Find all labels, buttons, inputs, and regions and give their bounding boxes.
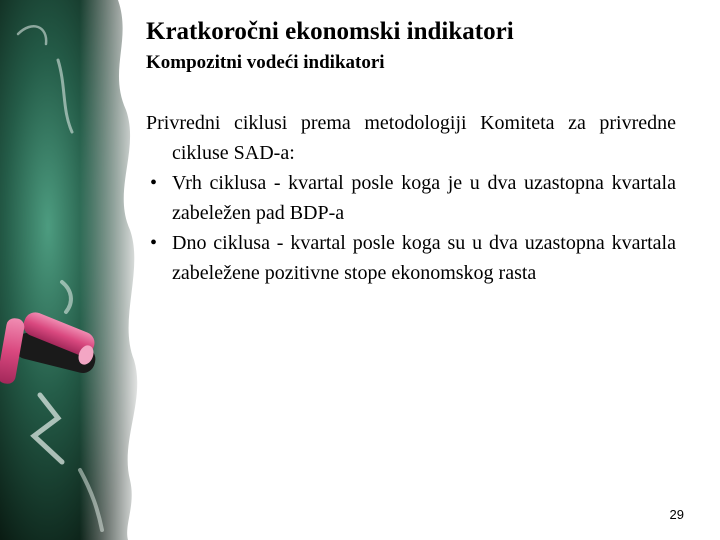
bullet-text: Vrh ciklusa - kvartal posle koga je u dva uzastopna kvartala zabeležen pad BDP-a (172, 172, 676, 224)
bullet-item-trough (146, 228, 676, 288)
bullet-item-peak (146, 168, 676, 228)
slide-title: Kratkoročni ekonomski indikatori (146, 18, 514, 45)
chalkboard-decoration-image (0, 0, 145, 540)
bullet-text: Dno ciklusa - kvartal posle koga su u dva uzastopna kvartala zabeležene pozitivne stope ekonomskog rasta (172, 232, 676, 284)
bullet-marker: • (150, 172, 158, 194)
page-number: 29 (669, 507, 684, 522)
slide-subtitle: Kompozitni vodeći indikatori (146, 52, 385, 73)
intro-paragraph: Privredni ciklusi prema metodologiji Komiteta za privredne cikluse SAD-a: (146, 112, 676, 164)
slide-body (146, 108, 676, 288)
bullet-marker: • (150, 232, 158, 254)
